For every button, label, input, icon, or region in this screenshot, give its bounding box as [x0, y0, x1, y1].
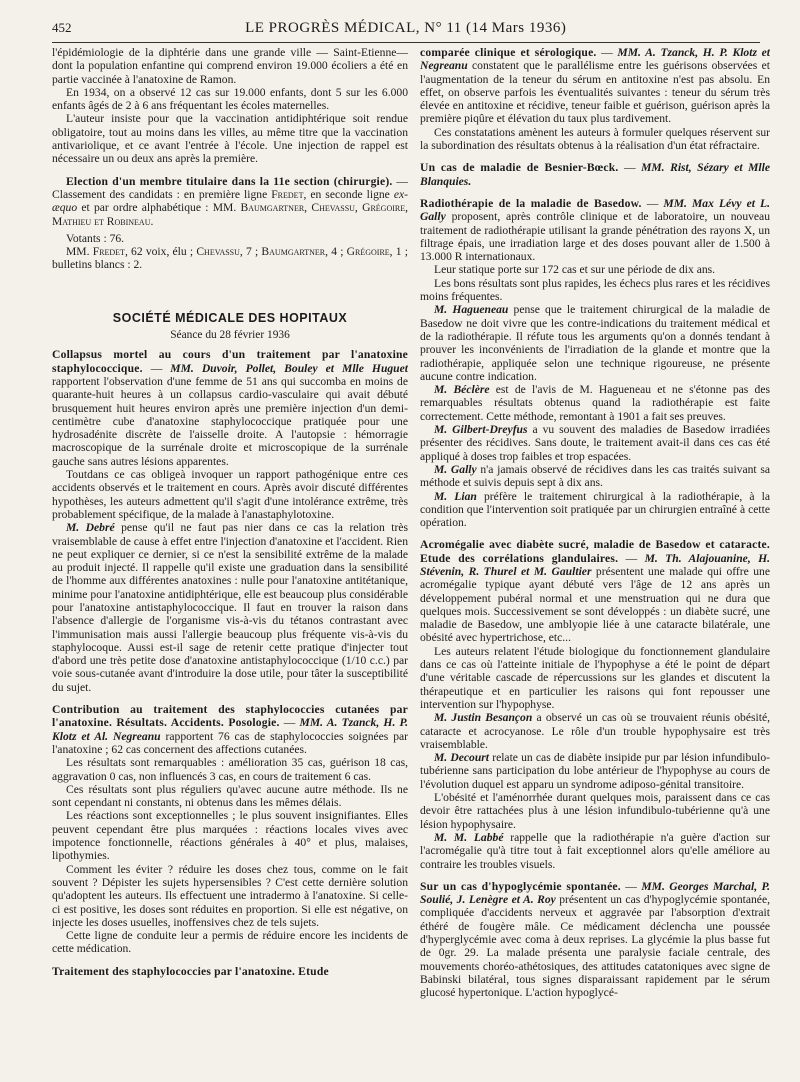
election-text: .	[150, 214, 154, 228]
paragraph: Les auteurs relatent l'étude biologique du fonctionnement glandulaire dans ce cas où l'atteinte initiale de l'hypophyse a été le point de départ d'une véritable cascade de répercussions sur les glandes et discutent la thérapeutique et en particulier les raisons qui font repousser une intervention sur l'hypophyse.	[420, 644, 770, 711]
paragraph	[420, 463, 770, 490]
candidate-name: Fredet	[271, 187, 304, 201]
discussant-name: M. Debré	[66, 521, 115, 535]
article-title: Traitement des staphylococcies par l'anatoxine. Etude	[52, 964, 329, 978]
discussant-name: M. Justin Besançon	[434, 711, 533, 725]
article-text: rapportent l'observation d'une femme de 51 ans qui succomba en moins de quarante-huit heures à un collapsus cardio-vasculaire qui avait débuté brusquement huit heures environ après une première injection d'un demi-centimètre cube d'anatoxine staphylococcique pratiquée pour une hydrosadénite discrète de l'aisselle droite. A l'autopsie : hémorragie macroscopique de la surrénale droite et microscopique de la surrénale gauche sans autres lésions apparentes.	[52, 374, 408, 468]
paragraph: L'auteur insiste pour que la vaccination antidiphtérique soit rendue obligatoire, tout au moins dans les villes, au même titre que la vaccination antivariolique, et ce avant l'entrée à l'école. Une injection de rappel est nécessaire un ou deux ans après la première.	[52, 112, 408, 166]
article-besnier-boeck: Un cas de maladie de Besnier-Bœck. — MM. Rist, Sézary et Mlle Blanquies.	[420, 161, 770, 188]
results-text: , 1 ; bulletins blancs : 2.	[52, 245, 408, 272]
paragraph	[420, 831, 770, 871]
article-title: comparée clinique et sérologique.	[420, 46, 597, 59]
article-authors: MM. Rist, Sézary et Mlle Blanquies.	[420, 161, 770, 188]
header-rule	[52, 42, 760, 43]
discussant-text: n'a jamais observé de récidives dans les cas traités suivant sa méthode et suivis depuis sept à dix ans.	[420, 462, 770, 490]
paragraph	[420, 383, 770, 423]
discussant-text: relate un cas de diabète insipide pur par lésion infundibulo-tubérienne sans participation du lobe antérieur de l'hypophyse au cours de l'évolution duquel est apparu un syndrome adiposo-génital transitoire.	[420, 751, 770, 791]
article-authors: MM. Max Lévy et L. Gally	[420, 196, 770, 224]
article-text: proposent, après contrôle clinique et de laboratoire, un nouveau traitement de radiothérapie utilisant la grande pénétration des rayons X, un filtrage épais, une irradiation large et des doses pouvant aller de 1.500 à 13.000 R internationaux.	[420, 210, 770, 264]
article-title: Radiothérapie de la maladie de Basedow.	[420, 196, 642, 210]
candidate-name: Grégoire	[346, 245, 390, 259]
paragraph	[420, 303, 770, 383]
candidate-names: Baumgartner, Chevassu, Grégoire, Mathieu et Robineau	[52, 201, 408, 228]
article-radiotherapie: Radiothérapie de la maladie de Basedow. — MM. Max Lévy et L. Gally proposent, après contrôle clinique et de laboratoire, un nouveau traitement de radiothérapie utilisant la grande pénétration des rayons X, un filtrage épais, une irradiation large et des doses pouvant aller de 1.500 à 13.000 R internationaux.	[420, 196, 770, 264]
discussant-text: rappelle que la radiothérapie n'a guère d'action sur l'acromégalie qu'à titre tout à fait exceptionnel alors qu'elle améliore au contraire les troubles visuels.	[420, 830, 770, 871]
article-hypoglycemie: Sur un cas d'hypoglycémie spontanée. — MM. Georges Marchal, P. Soulié, J. Lenègre et A. Roy présentent un cas d'hypoglycémie spontanée, compliquée d'accidents nerveux et aggravée par l'absorption d'extrait éthéré de fougère mâle. Ce médicament déclencha une poussée d'hyperglycémie avec coma à deux reprises. La glycémie la plus basse fut de 0gr. 29. La malade présenta une paralysie faciale centrale, des mouvements choréo-athétosiques, des attitudes catatoniques avec signe de Babinski bilatéral, tous signes disparaissant rapidement par le sérum glucosé hypertonique. L'action hypoglycé-	[420, 879, 770, 1000]
society-heading: SOCIÉTÉ MÉDICALE DES HOPITAUX	[112, 310, 348, 325]
article-title: Sur un cas d'hypoglycémie spontanée.	[420, 879, 621, 893]
discussant-name: M. Decourt	[434, 751, 490, 765]
article-text: constatent que le parallélisme entre les guérisons observées et l'augmentation de la teneur du sérum en antitoxine n'est pas absolu. En effet, on observe parfois les éventualités suivantes : teneur du sérum très élevée en antitoxine et récidive, teneur faible et guérison, guérison après la première piqûre et élévation du taux plus tardivement.	[420, 59, 770, 126]
election-text: et par ordre alphabétique : MM.	[77, 201, 241, 215]
journal-title: LE PROGRÈS MÉDICAL, N° 11 (14 Mars 1936)	[245, 20, 567, 36]
paragraph	[420, 423, 770, 463]
paragraph: Ces constatations amènent les auteurs à formuler quelques réservent sur la subordination des résultats obtenus à la réalisation d'un état réfractaire.	[420, 125, 770, 153]
vote-results	[52, 245, 408, 272]
paragraph: En 1934, on a observé 12 cas sur 19.000 enfants, dont 5 sur les 6.000 enfants âgés de 2 à 6 ans fréquentant les écoles maternelles.	[52, 85, 408, 113]
article-authors: MM. A. Tzanck, H. P. Klotz et Negreanu	[420, 46, 770, 73]
discussant-text: pense que le traitement chirurgical de la maladie de Basedow ne doit vivre que les contre-indications du traitement médical et de la radiothérapie. Il réfute tous les arguments qu'on a donnés tendant à prouver les inconvénients de l'irradiation de la glande et montre que la radiothérapie, appliquée selon une technique rigoureuse, ne présente aucune contre indication.	[420, 303, 770, 383]
paragraph: L'obésité et l'aménorrhée durant quelques mois, paraissent dans ce cas devoir être rattachées plus à une lésion infundibulo-tubérienne qu'à une lésion hypophysaire.	[420, 791, 770, 831]
page-number: 452	[52, 20, 72, 35]
article-contribution: Contribution au traitement des staphylococcies cutanées par l'anatoxine. Résultats. Accidents. Posologie. — MM. A. Tzanck, H. P. Klotz et Al. Negreanu rapportent 76 cas de staphylococcies soignées par l'anatoxine ; 62 cas concernent des affections cutanées.	[52, 703, 408, 756]
paragraph: Comment les éviter ? réduire les doses chez tous, comme on le fait souvent ? Dépister les sujets hypersensibles ? C'est cette dernière solution qu'adoptent les auteurs. Ils effectuent une intradermo à l'anatoxine. Si celle-ci est positive, les doses sont réduites en proportion. Si elle est négative, on injecte les doses usuelles, inoffensives chez de tels sujets.	[52, 862, 408, 929]
paragraph: Les réactions sont exceptionnelles ; le plus souvent insignifiantes. Elles peuvent cependant être plus marquées : réactions locales vives avec impotence fonctionnelle, réactions générales à 40° et plus, malaises, lipothymies.	[52, 809, 408, 863]
discussant-name: M. Lian	[434, 489, 477, 503]
article-title: Un cas de maladie de Besnier-Bœck.	[420, 161, 619, 175]
paragraph: Ces résultats sont plus réguliers qu'avec aucune autre méthode. Ils ne sont cependant ni constants, ni obtenus dans les mêmes délais.	[52, 782, 408, 810]
left-column	[52, 46, 408, 1082]
article-title: Acromégalie avec diabète sucré, maladie de Basedow et cataracte. Etude des corrélations glandulaires.	[420, 538, 770, 565]
paragraph	[420, 490, 770, 530]
election-text: — Classement des candidats : en première ligne	[52, 174, 408, 201]
results-text: , 7 ;	[239, 245, 262, 259]
page-header	[52, 20, 760, 40]
election-title: Election d'un membre titulaire dans la 11e section (chirurgie).	[66, 174, 393, 188]
discussant-name: M. M. Labbé	[434, 830, 504, 844]
article-authors: M. Th. Alajouanine, H. Stévenin, R. Thurel et M. Gaultier	[420, 551, 770, 578]
paragraph: Toutdans ce cas obligeà invoquer un rapport pathogénique entre ces accidents observés et le traitement en cours. Après avoir discuté différentes hypothèses, les auteurs admettent qu'il s'agit d'une intolérance extrême, très probablement spécifique, de la malade à l'anastaphylotoxine.	[52, 468, 408, 521]
paragraph: Les résultats sont remarquables : amélioration 35 cas, guérison 18 cas, aggravation 0 cas, non influencés 3 cas, en cours de traitement 6 cas.	[52, 756, 408, 783]
article-text: présentent un cas d'hypoglycémie spontanée, compliquée d'accidents nerveux et aggravée par l'absorption d'extrait éthéré de fougère mâle. Ce médicament déclencha une poussée d'hyperglycémie avec coma à deux reprises. La glycémie la plus basse fut de 0gr. 29. La malade présenta une paralysie faciale centrale, des mouvements choréo-athétosiques, des attitudes catatoniques avec signe de Babinski bilatéral, tous signes disparaissant rapidement par le sérum glucosé hypertonique. L'action hypoglycé-	[420, 893, 770, 1000]
election-item	[52, 175, 408, 228]
election-text: , en seconde ligne	[303, 187, 394, 201]
paragraph	[420, 751, 770, 791]
article-traitement-title	[52, 965, 408, 978]
discussant-text: pense qu'il ne faut pas nier dans ce cas la relation très vraisemblable de cause à effet entre l'injection d'anatoxine et l'accident. Rien ne peut expliquer ce dernier, si ce n'est la sensibilité extrême de la malade au produit injecté. Il rappelle qu'il existe une graduation dans la sensibilité de l'homme aux différentes anatoxines : nulle pour l'anatoxine antitétanique, minime pour l'anatoxine antidiphtérique, elle est beaucoup plus considérable pour l'anatoxine antistaphylococcique. Il faut en trouver la raison dans l'absence d'allergie de l'organisme vis-à-vis du tétanos contrastant avec l'immunisation mais aussi l'allergie beaucoup plus fréquente vis-à-vis du staphylocoque. Aussi est-il sage de retenir cette pratique d'injecter tout d'abord une très petite dose d'anatoxine antistaphylococcique (1/10 c.c.) par voie sous-cutanée avant d'introduire la dose utile, pour tâter la susceptibilité du sujet.	[52, 521, 408, 694]
results-text: , 4 ;	[325, 245, 347, 259]
discussant-name: M. Gilbert-Dreyfus	[434, 423, 528, 437]
paragraph: l'épidémiologie de la diphtérie dans une grande ville — Saint-Etienne— dont la population enfantine qui comprend environ 19.000 écoliers a été en partie vaccinée à l'anatoxine de Ramon.	[52, 46, 408, 86]
article-title: Contribution au traitement des staphylococcies cutanées par l'anatoxine. Résultats. Accidents. Posologie.	[52, 703, 408, 730]
results-text: MM.	[66, 245, 93, 259]
right-column	[420, 46, 770, 1082]
candidate-name: Fredet	[92, 245, 125, 259]
article-authors: MM. Duvoir, Pollet, Bouley et Mlle Huguet	[170, 361, 408, 375]
results-text: , 62 voix, élu ;	[124, 245, 197, 259]
article-traitement-cont: comparée clinique et sérologique. — MM. A. Tzanck, H. P. Klotz et Negreanu constatent que le parallélisme entre les guérisons observées et l'augmentation de la teneur du sérum en antitoxine n'est pas absolu. En effet, on observe parfois les éventualités suivantes : teneur du sérum très élevée en antitoxine et récidive, teneur faible et guérison, guérison après la première piqûre et élévation du taux plus tardivement.	[420, 46, 770, 126]
discussant-name: M. Béclère	[434, 383, 490, 397]
sitting-date: Séance du 28 février 1936	[170, 329, 290, 342]
discussant-name: M. Hagueneau	[434, 303, 509, 317]
candidate-name: Chevassu	[196, 245, 240, 259]
article-acromegalie: Acromégalie avec diabète sucré, maladie de Basedow et cataracte. Etude des corrélations glandulaires. — M. Th. Alajouanine, H. Stévenin, R. Thurel et M. Gaultier présentent une malade qui offre une acromégalie typique ayant débuté vers l'âge de 12 ans après un développement pubéral normal et une menstruation qui ne dura que quelques mois. Successivement se sont développés : un diabète sucré, une maladie de Basedow, une amblyopie liée à une cataracte bilatérale, une obésité avec hypertrichose, etc...	[420, 538, 770, 645]
election-text-italic: ex-æquo	[52, 187, 408, 215]
votants-line: Votants : 76.	[66, 231, 125, 245]
discussant-text: est de l'avis de M. Hagueneau et ne s'étonne pas des remarquables résultats obtenus quand la radiothérapie est faite correctement. Cette méthode, remontant à 1901 a fait ses preuves.	[420, 383, 770, 423]
discussant-text: préfère le traitement chirurgical à la radiothérapie, à la condition que l'intervention soit pratiquée par un chirurgien entraîné à cette opération.	[420, 489, 770, 530]
article-text: rapportent 76 cas de staphylococcies soignées par l'anatoxine ; 62 cas concernent des affections cutanées.	[52, 729, 408, 756]
discussant-text: a vu souvent des maladies de Basedow irradiées présenter des récidives. Sans doute, le traitement avait-il dans ces cas été appliqué à doses trop faibles et trop espacées.	[420, 423, 770, 463]
paragraph: Cette ligne de conduite leur a permis de réduire encore les incidents de cette médication.	[52, 929, 408, 956]
candidate-name: Baumgartner	[261, 245, 326, 259]
article-collapsus: Collapsus mortel au cours d'un traitement par l'anatoxine staphylococcique. — MM. Duvoir, Pollet, Bouley et Mlle Huguet rapportent l'observation d'une femme de 51 ans qui succomba en moins de quarante-huit heures à un collapsus cardio-vasculaire qui avait débuté brusquement huit heures environ après une première injection d'un demi-centimètre cube d'anatoxine staphylococcique pratiquée pour une hydrosadénite discrète de l'aisselle droite. A l'autopsie : hémorragie macroscopique de la surrénale droite et microscopique de la surrénale gauche sans autres lésions apparentes.	[52, 348, 408, 468]
article-title: Collapsus mortel au cours d'un traitement par l'anatoxine staphylococcique.	[52, 348, 408, 375]
paragraph: Leur statique porte sur 172 cas et sur une période de dix ans.	[434, 263, 716, 277]
article-authors: MM. A. Tzanck, H. P. Klotz et Al. Negreanu	[52, 716, 408, 743]
paragraph: Les bons résultats sont plus rapides, les échecs plus rares et les récidives moins fréquentes.	[420, 276, 770, 304]
discussant-text: a observé un cas où se trouvaient réunis obésité, cataracte et acrocyanose. Le rôle d'un trouble hypophysaire est très vraisemblable.	[420, 711, 770, 751]
discussant-name: M. Gally	[434, 462, 477, 476]
paragraph	[420, 711, 770, 751]
paragraph	[52, 521, 408, 694]
article-authors: MM. Georges Marchal, P. Soulié, J. Lenègre et A. Roy	[420, 879, 770, 907]
article-text: présentent une malade qui offre une acromégalie typique ayant débuté vers l'âge de 12 ans après un développement pubéral normal et une menstruation qui ne dura que quelques mois. Successivement se sont développés : un diabète sucré, une maladie de Basedow, une amblyopie liée à une cataracte bilatérale, une obésité avec hypertrichose, etc...	[420, 564, 770, 645]
